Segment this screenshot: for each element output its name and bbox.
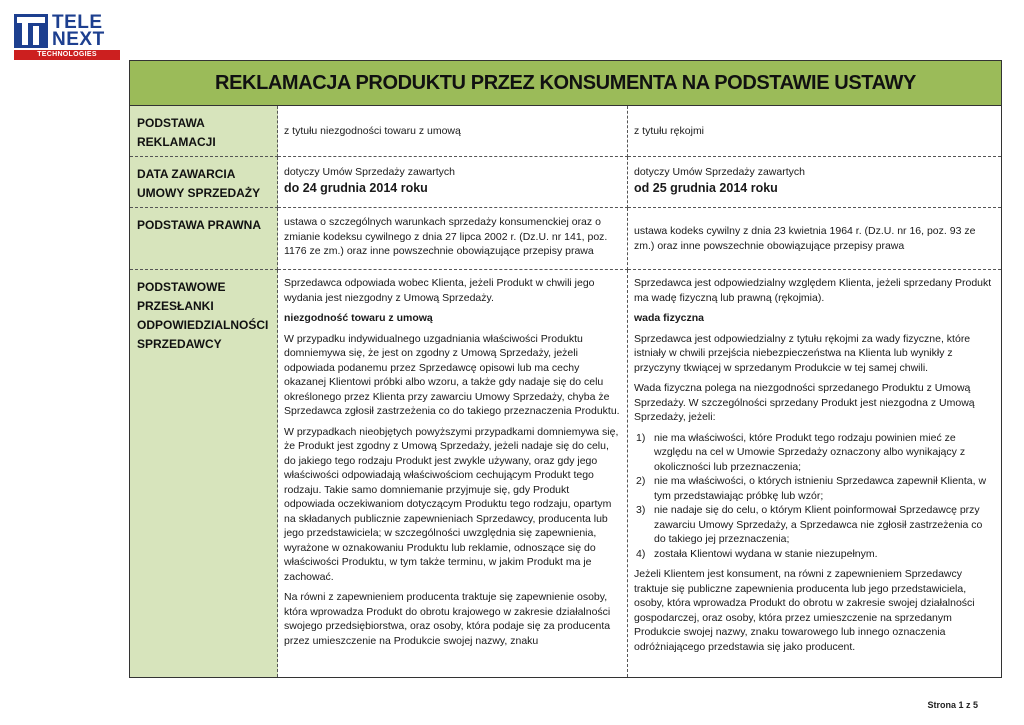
cell-przeslanki-col2: [628, 270, 1002, 678]
cell-podstawa-col2: [628, 106, 1002, 157]
list-item-text: nie ma właściwości, które Produkt tego rodzaju powinien mieć ze względu na cel w Umowie Sprzedaży oznaczony albo wynikający z okoliczności lub przeznaczenia;: [654, 431, 966, 473]
list-item-text: nie ma właściwości, o których istnieniu Sprzedawca zapewnił Klienta, w tym przedstawiając próbkę lub wzór;: [654, 475, 987, 502]
row-label-prawna: PODSTAWA PRAWNA: [130, 208, 278, 270]
list-item-number: 1): [636, 431, 646, 444]
list-item-number: 3): [636, 504, 646, 516]
row-label-data: DATA ZAWARCIA UMOWY SPRZEDAŻY: [130, 157, 278, 208]
data-col1-small: dotyczy Umów Sprzedaży zawartych: [284, 166, 455, 178]
table-row-przeslanki: [130, 270, 1002, 678]
logo-line1: TELE: [52, 12, 103, 33]
wada-list: [634, 431, 995, 562]
prawna-col1-text: ustawa o szczególnych warunkach sprzedaży konsumenckiej oraz o zmianie kodeksu cywilnego z dnia 27 lipca 2002 r. (Dz.U. nr 141, poz. 1176 ze zm.) oraz inne powszechnie obowiązujące przepisy prawa: [284, 216, 608, 257]
cell-przeslanki-col1: [278, 270, 628, 678]
company-logo: [14, 14, 120, 60]
cell-data-col2: [628, 157, 1002, 208]
table-row-prawna: [130, 208, 1002, 270]
cell-data-col1: [278, 157, 628, 208]
przeslanki-col2-p4: Jeżeli Klientem jest konsument, na równi z zapewnieniem Sprzedawcy traktuje się publiczne zapewnienia producenta lub jego przedstawiciela, osoby, która wprowadza Produkt do obrotu w zakresie swojej działalności gospodarczej, oraz osoby, która przez umieszczenie na sprzedanym Produkcie swojej nazwy, znaku towarowego lub innego oznaczenia odróżniającego przedstawia się jako producent.: [634, 568, 975, 653]
row-label-przeslanki: PODSTAWOWE PRZESŁANKI ODPOWIEDZIALNOŚCI SPRZEDAWCY: [130, 270, 278, 678]
cell-podstawa-col1: [278, 106, 628, 157]
przeslanki-col1-p3: W przypadkach nieobjętych powyższymi przypadkami domniemywa się, że Produkt jest zgodny z Umową Sprzedaży, jeżeli nadaje się do celu, do jakiego tego rodzaju Produkt jest zwykle używany, oraz gdy jego właściwości odpowiadają właściwościom cechującym Produkt tego rodzaju. Takie samo domniemanie przyjmuje się, gdy Produkt odpowiada oczekiwaniom dotyczącym Produktu tego rodzaju, opartym na składanych publicznie zapewnieniach Sprzedawcy, producenta lub jego przedstawiciela; w szczególności uwzględnia się zapewnienia, wyrażone w oznakowaniu Produktu lub reklamie, odnoszące się do właściwości Produktu, w tym także terminu, w jakim Produkt ma je zachować.: [284, 425, 619, 583]
list-item-number: 2): [636, 475, 646, 487]
przeslanki-col2-p3: Wada fizyczna polega na niezgodności sprzedanego Produktu z Umową Sprzedaży. W szczególności sprzedany Produkt jest niezgodna z Umową Sprzedaży, jeżeli:: [634, 382, 975, 423]
row-label-podstawa: PODSTAWA REKLAMACJI: [130, 106, 278, 157]
cell-prawna-col2: [628, 208, 1002, 270]
data-col2-small: dotyczy Umów Sprzedaży zawartych: [634, 166, 805, 178]
list-item-number: 4): [636, 547, 646, 560]
table-row-podstawa: [130, 106, 1002, 157]
list-item-text: została Klientowi wydana w stanie niezupełnym.: [654, 547, 878, 560]
complaint-table: [129, 60, 1002, 678]
prawna-col2-text: ustawa kodeks cywilny z dnia 23 kwietnia 1964 r. (Dz.U. nr 16, poz. 93 ze zm.) oraz inne powszechnie obowiązujące przepisy prawa: [634, 225, 976, 252]
cell-prawna-col1: [278, 208, 628, 270]
podstawa-col2-text: z tytułu rękojmi: [634, 124, 705, 137]
data-col1-big: do 24 grudnia 2014 roku: [284, 180, 428, 195]
przeslanki-col2-heading: wada fizyczna: [634, 312, 705, 324]
przeslanki-col2-p2: Sprzedawca jest odpowiedzialny z tytułu rękojmi za wady fizyczne, które istniały w chwili przejścia niebezpieczeństwa na Klienta lub wynikły z przyczyny tkwiącej w sprzedanym Produkcie w tej samej chwili.: [634, 332, 971, 374]
document-title-text: REKLAMACJA PRODUKTU PRZEZ KONSUMENTA NA PODSTAWIE USTAWY: [215, 71, 916, 94]
przeslanki-col1-p1: Sprzedawca odpowiada wobec Klienta, jeżeli Produkt w chwili jego wydania jest niezgodny z Umową Sprzedaży.: [284, 277, 595, 304]
list-item: [634, 547, 995, 562]
logo-line2: NEXT: [52, 29, 105, 50]
przeslanki-col2-p1: Sprzedawca jest odpowiedzialny względem Klienta, jeżeli sprzedany Produkt ma wadę fizyczną lub prawną (rękojmia).: [634, 277, 992, 304]
list-item: [634, 431, 995, 475]
list-item: [634, 474, 995, 503]
document-title: [130, 61, 1002, 106]
table-row-data: [130, 157, 1002, 208]
list-item: [634, 503, 995, 547]
logo-t-icon: [14, 14, 48, 48]
przeslanki-col1-p4: Na równi z zapewnieniem producenta traktuje się zapewnienie osoby, która wprowadza Produkt do obrotu krajowego w zakresie działalności swojego przedsiębiorstwa, oraz osoby, która podaje się za producenta przez umieszczenie na Produkcie swojej nazwy, znaku: [284, 591, 611, 647]
data-col2-big: od 25 grudnia 2014 roku: [634, 180, 778, 195]
list-item-text: nie nadaje się do celu, o którym Klient poinformował Sprzedawcę przy zawarciu Umowy Sprzedaży, a Sprzedawca nie zgłosił zastrzeżenia co do takiego jej przeznaczenia;: [654, 504, 983, 545]
podstawa-col1-text: z tytułu niezgodności towaru z umową: [284, 124, 461, 137]
przeslanki-col1-heading: niezgodność towaru z umową: [284, 312, 433, 324]
przeslanki-col1-p2: W przypadku indywidualnego uzgadniania właściwości Produktu domniemywa się, że jest on zgodny z Umową Sprzedaży, jeżeli odpowiada podanemu przez Sprzedawcę opisowi lub ma cechy okazanej Klientowi próbki albo wzoru, a także gdy nadaje się do celu określonego przez Klienta przy zawarciu Umowy Sprzedaży, chyba że Sprzedawca zgłosił zastrzeżenia co do takiego przeznaczenia Produktu.: [284, 332, 620, 417]
logo-tagline: TECHNOLOGIES: [14, 50, 120, 60]
page-number: Strona 1 z 5: [927, 700, 978, 710]
